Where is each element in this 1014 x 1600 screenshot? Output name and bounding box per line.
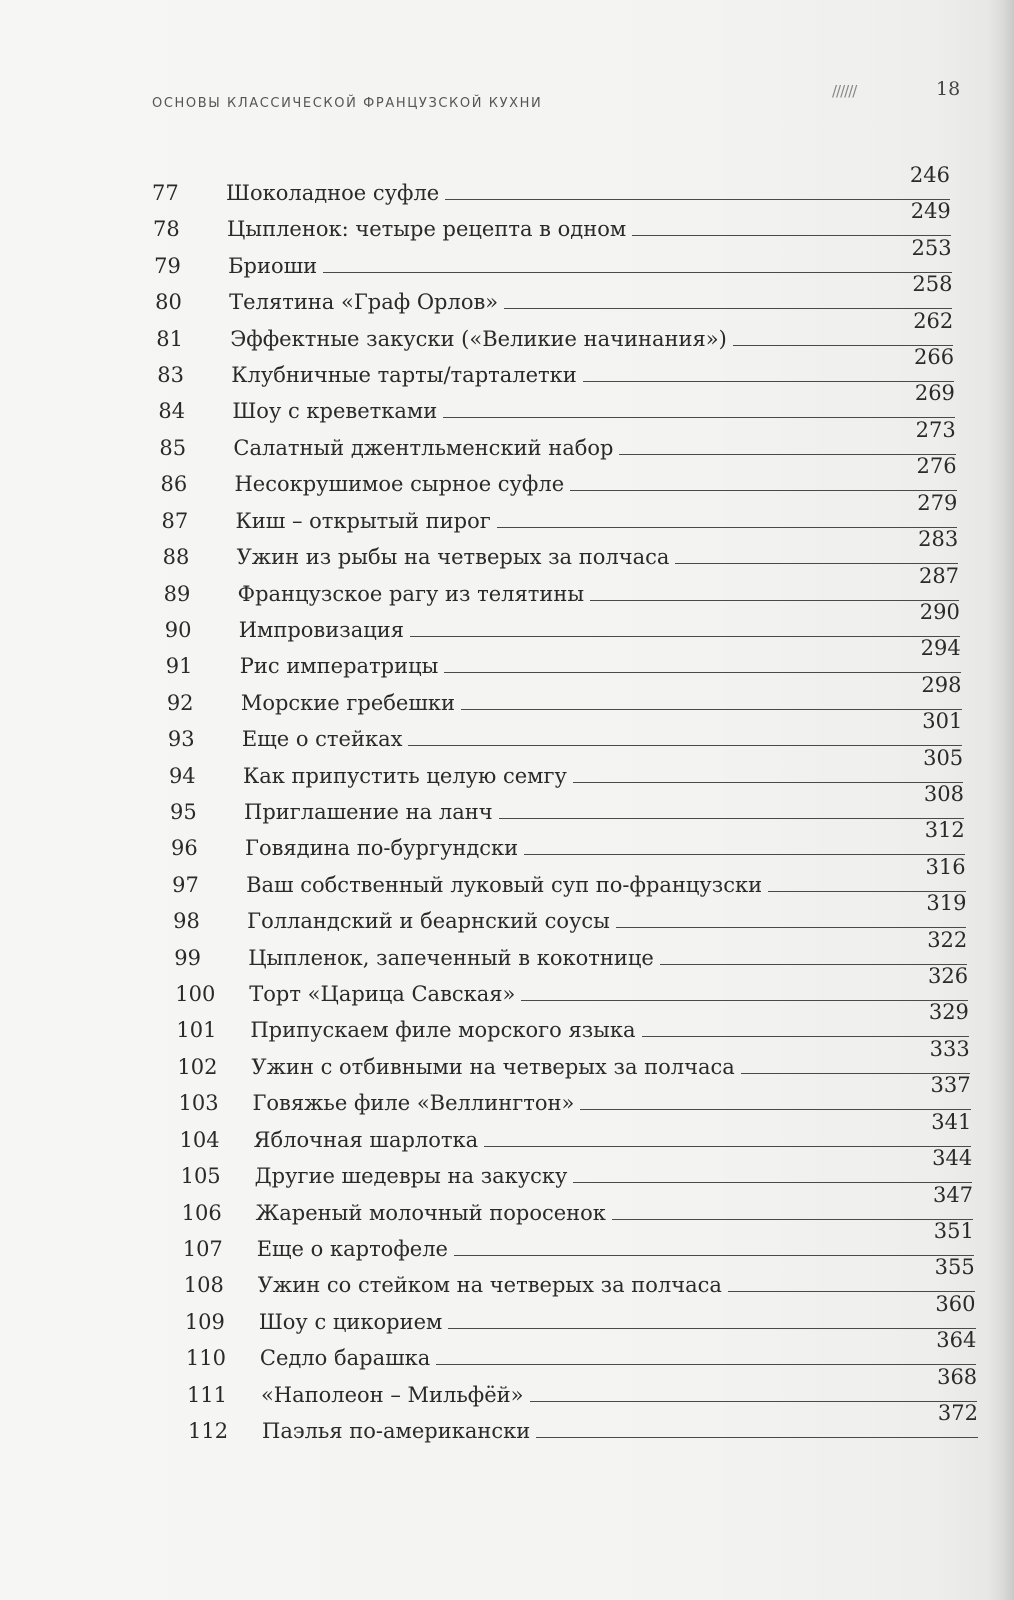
toc-entry-title: Торт «Царица Савская» bbox=[249, 982, 516, 1007]
toc-entry-title: Рис императрицы bbox=[239, 654, 439, 679]
toc-entry-title: Несокрушимое сырное суфле bbox=[234, 472, 565, 497]
toc-entry-title: «Наполеон – Мильфёй» bbox=[260, 1382, 524, 1407]
toc-leader-line bbox=[499, 818, 964, 819]
toc-entry-page: 249 bbox=[910, 199, 951, 224]
toc-entry-number: 78 bbox=[153, 217, 180, 242]
toc-entry-number: 83 bbox=[157, 363, 185, 388]
toc-entry bbox=[179, 1109, 972, 1153]
toc-entry bbox=[155, 272, 953, 315]
toc-entry-title: Французское рагу из телятины bbox=[237, 581, 585, 606]
toc-entry-page: 316 bbox=[925, 854, 966, 879]
toc-entry-page: 298 bbox=[921, 672, 962, 697]
toc-leader-line bbox=[443, 417, 955, 418]
toc-entry bbox=[181, 1182, 974, 1226]
toc-leader-line bbox=[410, 636, 960, 637]
toc-leader-line bbox=[590, 600, 959, 601]
toc-entry bbox=[182, 1218, 974, 1262]
toc-entry-number: 100 bbox=[175, 982, 216, 1007]
toc-leader-line bbox=[524, 854, 965, 855]
toc-entry-number: 81 bbox=[156, 326, 183, 351]
toc-leader-line bbox=[660, 964, 967, 965]
toc-entry bbox=[154, 235, 952, 279]
toc-entry-page: 283 bbox=[918, 527, 959, 552]
toc-entry-number: 112 bbox=[188, 1419, 229, 1443]
toc-leader-line bbox=[497, 527, 958, 528]
toc-entry-page: 308 bbox=[923, 782, 964, 806]
toc-entry bbox=[165, 636, 961, 679]
toc-entry bbox=[156, 308, 954, 352]
toc-entry-number: 101 bbox=[176, 1018, 217, 1043]
toc-leader-line bbox=[461, 709, 962, 710]
toc-entry bbox=[163, 563, 960, 607]
toc-entry-page: 368 bbox=[937, 1364, 978, 1389]
toc-leader-line bbox=[408, 745, 962, 746]
toc-entry-title: Салатный джентльменский набор bbox=[233, 435, 614, 460]
toc-entry-title: Ужин с отбивными на четверых за полчаса bbox=[251, 1054, 735, 1079]
toc-entry bbox=[184, 1291, 976, 1335]
toc-entry bbox=[161, 490, 958, 534]
toc-entry-page: 279 bbox=[917, 490, 958, 515]
toc-leader-line bbox=[444, 672, 960, 673]
toc-entry bbox=[159, 417, 956, 461]
toc-entry-title: Шоу с цикорием bbox=[258, 1309, 443, 1334]
toc-leader-line bbox=[436, 1364, 976, 1365]
toc-entry-number: 80 bbox=[155, 290, 182, 315]
toc-entry bbox=[170, 782, 964, 825]
toc-entry-title: Как припустить целую семгу bbox=[242, 763, 567, 788]
toc-entry-title: Эффектные закуски («Великие начинания») bbox=[230, 326, 727, 351]
toc-entry-page: 276 bbox=[916, 454, 957, 479]
toc-entry bbox=[177, 1036, 970, 1080]
toc-entry-number: 96 bbox=[171, 836, 198, 861]
toc-leader-line bbox=[448, 1328, 975, 1329]
toc-entry bbox=[173, 891, 967, 934]
toc-entry bbox=[153, 199, 951, 242]
toc-entry-number: 93 bbox=[167, 727, 195, 752]
toc-entry-title: Морские гребешки bbox=[240, 690, 455, 715]
toc-entry-page: 262 bbox=[913, 308, 954, 333]
toc-entry-page: 372 bbox=[937, 1401, 978, 1425]
toc-entry bbox=[185, 1328, 977, 1371]
toc-leader-line bbox=[642, 1036, 969, 1037]
toc-entry bbox=[152, 163, 950, 206]
toc-entry-number: 97 bbox=[172, 872, 199, 897]
toc-entry-title: Говяжье филе «Веллингтон» bbox=[252, 1091, 575, 1116]
toc-entry-title: Цыпленок, запеченный в кокотнице bbox=[248, 945, 654, 970]
toc-entry-number: 102 bbox=[177, 1054, 218, 1079]
toc-entry-page: 355 bbox=[934, 1255, 975, 1280]
toc-entry-number: 103 bbox=[178, 1091, 219, 1116]
toc-entry-page: 326 bbox=[928, 964, 969, 989]
toc-entry-page: 294 bbox=[920, 636, 961, 661]
page-number: 18 bbox=[936, 78, 961, 100]
toc-entry-number: 106 bbox=[181, 1200, 222, 1225]
toc-entry-number: 86 bbox=[160, 472, 188, 497]
toc-entry-page: 305 bbox=[923, 745, 964, 770]
toc-entry-page: 333 bbox=[929, 1036, 970, 1061]
toc-entry-title: Киш – открытый пирог bbox=[235, 508, 491, 533]
toc-entry-number: 92 bbox=[166, 690, 194, 715]
toc-entry-number: 84 bbox=[158, 399, 186, 424]
toc-entry-page: 287 bbox=[918, 563, 960, 588]
toc-entry-title: Говядина по-бургундски bbox=[245, 836, 519, 861]
toc-entry bbox=[186, 1364, 978, 1408]
toc-entry-page: 301 bbox=[922, 709, 963, 734]
toc-entry-page: 344 bbox=[932, 1146, 973, 1171]
running-title: ОСНОВЫ КЛАССИЧЕСКОЙ ФРАНЦУЗСКОЙ КУХНИ bbox=[152, 96, 543, 111]
toc-leader-line bbox=[616, 927, 967, 928]
toc-entry bbox=[188, 1401, 978, 1444]
toc-leader-line bbox=[536, 1437, 978, 1438]
toc-entry-page: 319 bbox=[926, 891, 967, 916]
toc-entry-page: 273 bbox=[915, 417, 956, 442]
toc-leader-line bbox=[521, 1000, 968, 1001]
toc-entry-title: Жареный молочный поросенок bbox=[255, 1200, 606, 1225]
toc-entry-page: 312 bbox=[924, 818, 965, 843]
toc-entry-title: Ваш собственный луковый суп по-французски bbox=[246, 872, 763, 897]
toc-leader-line bbox=[583, 381, 954, 382]
toc-leader-line bbox=[619, 454, 955, 455]
toc-leader-line bbox=[504, 308, 952, 309]
toc-entry-title: Паэлья по-американски bbox=[262, 1419, 531, 1443]
toc-entry-number: 79 bbox=[154, 253, 181, 278]
toc-entry bbox=[162, 527, 959, 570]
toc-entry bbox=[183, 1255, 975, 1298]
toc-leader-line bbox=[484, 1146, 971, 1147]
header-ornament: ////// bbox=[832, 82, 857, 100]
toc-entry-title: Шоу с креветками bbox=[232, 399, 438, 424]
toc-entry-page: 253 bbox=[911, 235, 952, 260]
toc-leader-line bbox=[454, 1255, 974, 1256]
toc-entry-title: Седло барашка bbox=[259, 1346, 431, 1371]
toc-entry-page: 337 bbox=[930, 1073, 971, 1098]
toc-entry-number: 77 bbox=[152, 181, 179, 205]
toc-entry bbox=[166, 672, 962, 716]
toc-entry bbox=[171, 818, 965, 861]
toc-entry-number: 99 bbox=[174, 945, 201, 970]
toc-leader-line bbox=[580, 1109, 970, 1110]
toc-entry-title: Телятина «Граф Орлов» bbox=[229, 290, 499, 315]
toc-entry-title: Клубничные тарты/тарталетки bbox=[231, 363, 577, 388]
toc-entry-number: 88 bbox=[162, 545, 190, 570]
toc-entry-number: 108 bbox=[183, 1273, 224, 1298]
toc-leader-line bbox=[573, 1182, 972, 1183]
toc-entry-title: Припускаем филе морского языка bbox=[250, 1018, 636, 1043]
toc-entry-title: Яблочная шарлотка bbox=[253, 1127, 479, 1152]
toc-entry-title: Бриоши bbox=[228, 253, 318, 278]
toc-entry-title: Голландский и беарнский соусы bbox=[247, 909, 610, 934]
toc-entry-page: 290 bbox=[919, 599, 960, 624]
toc-entry-page: 360 bbox=[935, 1291, 976, 1316]
toc-entry-page: 329 bbox=[928, 1000, 969, 1025]
toc-entry-number: 109 bbox=[184, 1309, 225, 1334]
toc-entry-number: 87 bbox=[161, 508, 189, 533]
toc-leader-line bbox=[632, 235, 951, 236]
toc-entry-number: 111 bbox=[186, 1382, 228, 1407]
toc-entry-number: 107 bbox=[182, 1236, 223, 1261]
toc-entry-page: 347 bbox=[932, 1182, 974, 1207]
toc-entry-title: Еще о картофеле bbox=[256, 1236, 448, 1261]
toc-entry-page: 246 bbox=[909, 163, 950, 187]
toc-entry bbox=[176, 1000, 969, 1043]
toc-leader-line bbox=[612, 1219, 973, 1220]
toc-entry-page: 322 bbox=[927, 927, 968, 952]
toc-entry bbox=[175, 964, 969, 1007]
toc-leader-line bbox=[530, 1401, 978, 1402]
toc-entry-page: 266 bbox=[914, 345, 955, 370]
toc-entry bbox=[180, 1146, 973, 1189]
toc-entry-number: 94 bbox=[168, 763, 196, 788]
toc-entry-title: Импровизация bbox=[238, 617, 404, 642]
toc-entry-title: Цыпленок: четыре рецепта в одном bbox=[227, 217, 627, 242]
toc-entry-title: Еще о стейках bbox=[241, 727, 403, 752]
toc-entry bbox=[157, 345, 955, 388]
toc-leader-line bbox=[445, 199, 950, 200]
toc-entry-page: 258 bbox=[912, 272, 953, 297]
toc-entry-page: 341 bbox=[931, 1109, 972, 1134]
toc-leader-line bbox=[573, 782, 963, 783]
toc-leader-line bbox=[675, 563, 958, 564]
toc-entry-number: 104 bbox=[179, 1127, 220, 1152]
toc-entry-title: Ужин со стейком на четверых за полчаса bbox=[257, 1273, 722, 1298]
toc-entry-number: 110 bbox=[185, 1346, 226, 1371]
toc-leader-line bbox=[570, 490, 956, 491]
toc-entry-number: 89 bbox=[163, 581, 191, 606]
toc-entry-title: Ужин из рыбы на четверых за полчаса bbox=[236, 545, 670, 570]
toc-entry-number: 98 bbox=[173, 909, 200, 934]
toc-entry-number: 85 bbox=[159, 435, 187, 460]
toc-entry-number: 91 bbox=[165, 654, 193, 679]
toc-entry bbox=[178, 1073, 971, 1116]
toc-entry bbox=[174, 927, 968, 971]
toc-entry bbox=[168, 745, 964, 789]
toc-entry-page: 364 bbox=[936, 1328, 977, 1353]
toc-entry-title: Шоколадное суфле bbox=[226, 181, 440, 205]
toc-entry-number: 90 bbox=[164, 617, 192, 642]
toc-entry-number: 105 bbox=[180, 1164, 221, 1189]
toc-entry-page: 351 bbox=[933, 1218, 974, 1243]
toc-entry bbox=[164, 599, 960, 643]
toc-entry bbox=[158, 381, 955, 424]
toc-entry-number: 95 bbox=[170, 800, 197, 824]
toc-entry-title: Другие шедевры на закуску bbox=[254, 1164, 568, 1189]
toc-entry bbox=[160, 454, 957, 497]
toc-entry bbox=[167, 709, 963, 752]
toc-entry-title: Приглашение на ланч bbox=[244, 800, 493, 824]
toc-leader-line bbox=[323, 272, 951, 273]
toc-entry bbox=[172, 854, 966, 898]
toc-entry-page: 269 bbox=[914, 381, 955, 406]
